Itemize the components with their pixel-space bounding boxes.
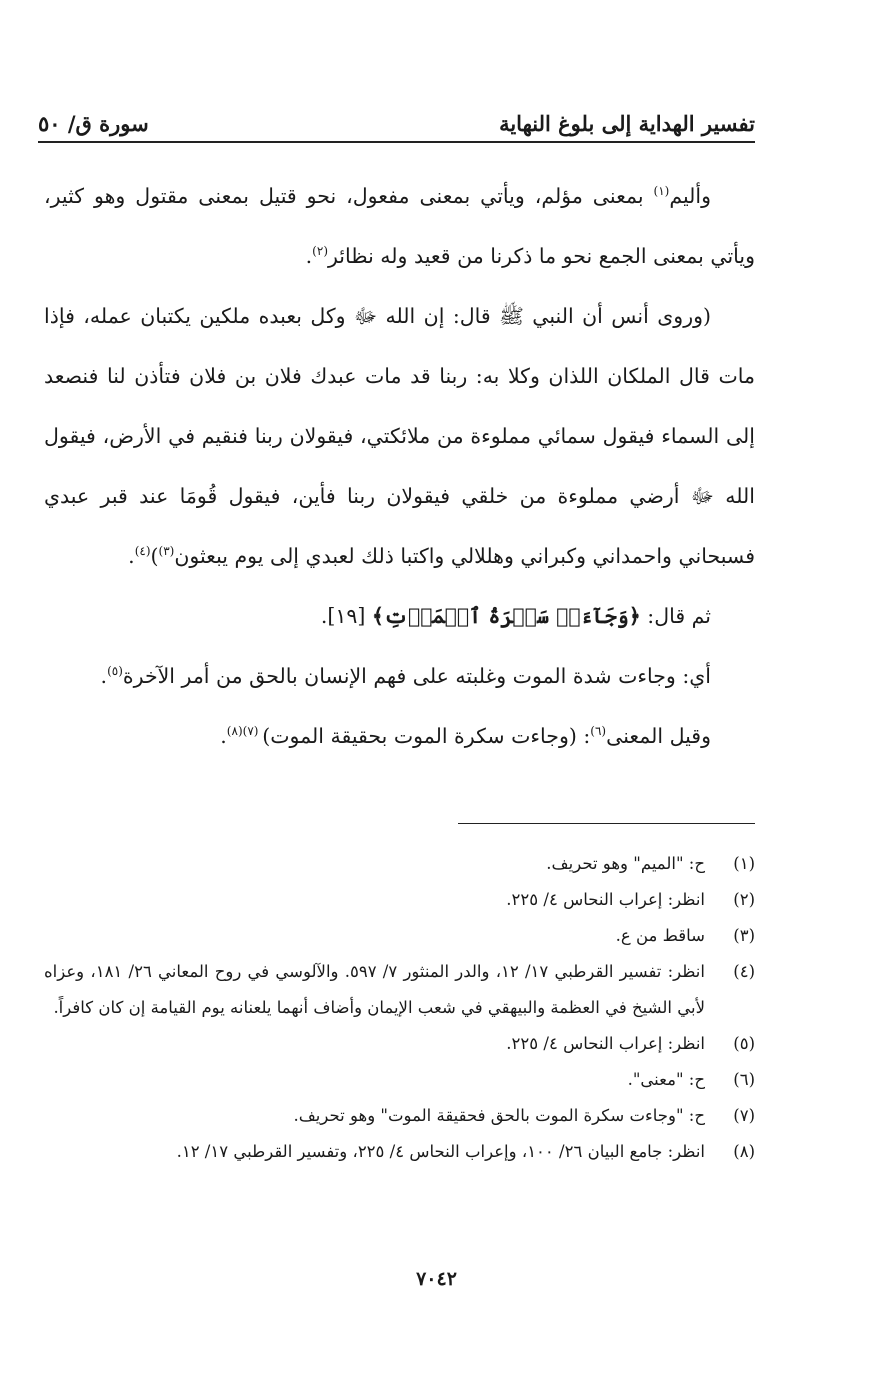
footnote-text: انظر: إعراب النحاس ٤/ ٢٢٥. xyxy=(506,1034,705,1053)
footnote-item xyxy=(44,954,755,1026)
paragraph-4 xyxy=(44,646,755,706)
footnote-text: ح: "الميم" وهو تحريف. xyxy=(546,854,705,873)
paragraph-3-text-b: [١٩]. xyxy=(320,604,372,628)
footnote-ref-3[interactable]: (٣) xyxy=(158,544,175,559)
paragraph-4-text-a: أي: وجاءت شدة الموت وغلبته على فهم الإنسان بالحق من أمر الآخرة xyxy=(122,664,711,688)
paragraph-1-text-b: بمعنى مؤلم، ويأتي بمعنى مفعول، نحو قتيل بمعنى مقتول وهو كثير، ويأتي بمعنى الجمع نحو ما ذكرنا من قعيد وله نظائر xyxy=(44,184,755,268)
paragraph-4-text-b: . xyxy=(100,664,108,688)
footnote-text: ساقط من ع. xyxy=(615,926,705,945)
footnote-number: (١) xyxy=(733,854,755,873)
footnote-item xyxy=(44,882,755,918)
footnote-item xyxy=(44,846,755,882)
footnote-number: (٦) xyxy=(733,1070,755,1089)
main-text xyxy=(44,166,755,766)
footnote-number: (٨) xyxy=(733,1142,755,1161)
footnote-item xyxy=(44,1062,755,1098)
footnote-divider xyxy=(458,823,755,824)
paragraph-1 xyxy=(44,166,755,286)
footnotes xyxy=(44,846,755,1170)
footnote-number: (٣) xyxy=(733,926,755,945)
footnote-text: ح: "وجاءت سكرة الموت بالحق فحقيقة الموت" وهو تحريف. xyxy=(293,1106,705,1125)
footnote-item xyxy=(44,1134,755,1170)
header-divider xyxy=(38,141,755,143)
footnote-number: (٧) xyxy=(733,1106,755,1125)
paragraph-5 xyxy=(44,706,755,766)
paragraph-5-text-c: . xyxy=(220,724,227,748)
paragraph-1-text-a: وأليم xyxy=(669,184,711,208)
paragraph-2 xyxy=(44,286,755,586)
footnote-item xyxy=(44,1026,755,1062)
footnote-text: انظر: جامع البيان ٢٦/ ١٠٠، وإعراب النحاس ٤/ ٢٢٥، وتفسير القرطبي ١٧/ ١٢. xyxy=(176,1142,705,1161)
footnote-number: (٤) xyxy=(733,962,755,981)
paragraph-3-text-a: ثم قال: xyxy=(640,604,711,628)
footnote-ref-7-8[interactable]: (٧)(٨) xyxy=(226,724,263,739)
footnote-ref-6[interactable]: (٦) xyxy=(590,724,607,739)
footnote-ref-2[interactable]: (٢) xyxy=(312,244,328,259)
footnote-number: (٢) xyxy=(733,890,755,909)
footnote-ref-1[interactable]: (١) xyxy=(653,184,670,199)
footnote-text: انظر: إعراب النحاس ٤/ ٢٢٥. xyxy=(506,890,705,909)
paragraph-2-text-c: . xyxy=(128,544,135,568)
paragraph-1-text-c: . xyxy=(305,244,313,268)
paragraph-5-text-a: وقيل المعنى xyxy=(606,724,711,748)
paragraph-2-text-a: (وروى أنس أن النبي ﷺ قال: إن الله ﷻ وكل بعبده ملكين يكتبان عمله، فإذا مات قال الملكان اللذان وكلا به: ربنا قد مات عبدك فلان بن فلان فتأذن لنا فنصعد إلى السماء فيقول سمائي مملوءة من ملائكتي، فيقولان ربنا فنقيم في الأرض، فيقول الله ﷻ أرضي مملوءة من خلقي فيقولان ربنا فأين، فيقول قُومَا عند قبر عبدي فسبحاني واحمداني وكبراني وهللالي واكتبا ذلك لعبدي إلى يوم يبعثون xyxy=(44,304,755,568)
footnote-number: (٥) xyxy=(733,1034,755,1053)
footnote-item xyxy=(44,1098,755,1134)
footnote-ref-4[interactable]: (٤) xyxy=(134,544,151,559)
paragraph-5-text-b: : (وجاءت سكرة الموت بحقيقة الموت) xyxy=(262,724,591,748)
footnote-item xyxy=(44,918,755,954)
quran-verse: ﴿وَجَآءَتۡ سَكۡرَةُ ٱلۡمَوۡتِ﴾ xyxy=(371,604,641,628)
footnote-text: ح: "معنى". xyxy=(627,1070,705,1089)
surah-label: سورة ق/ ٥٠ xyxy=(38,111,149,136)
paragraph-2-text-b: ) xyxy=(150,544,159,568)
running-header xyxy=(38,100,755,136)
footnote-ref-5[interactable]: (٥) xyxy=(107,664,123,679)
paragraph-3 xyxy=(44,586,755,646)
book-title: تفسير الهداية إلى بلوغ النهاية xyxy=(499,111,755,136)
footnote-text: انظر: تفسير القرطبي ١٧/ ١٢، والدر المنثور ٧/ ٥٩٧. والآلوسي في روح المعاني ٢٦/ ١٨١، وعزاه لأبي الشيخ في العظمة والبيهقي في شعب الإيمان وأضاف أنهما يلعنانه يوم القيامة إن كان كافراً. xyxy=(44,962,705,1017)
page-number: ٧٠٤٢ xyxy=(416,1268,457,1290)
